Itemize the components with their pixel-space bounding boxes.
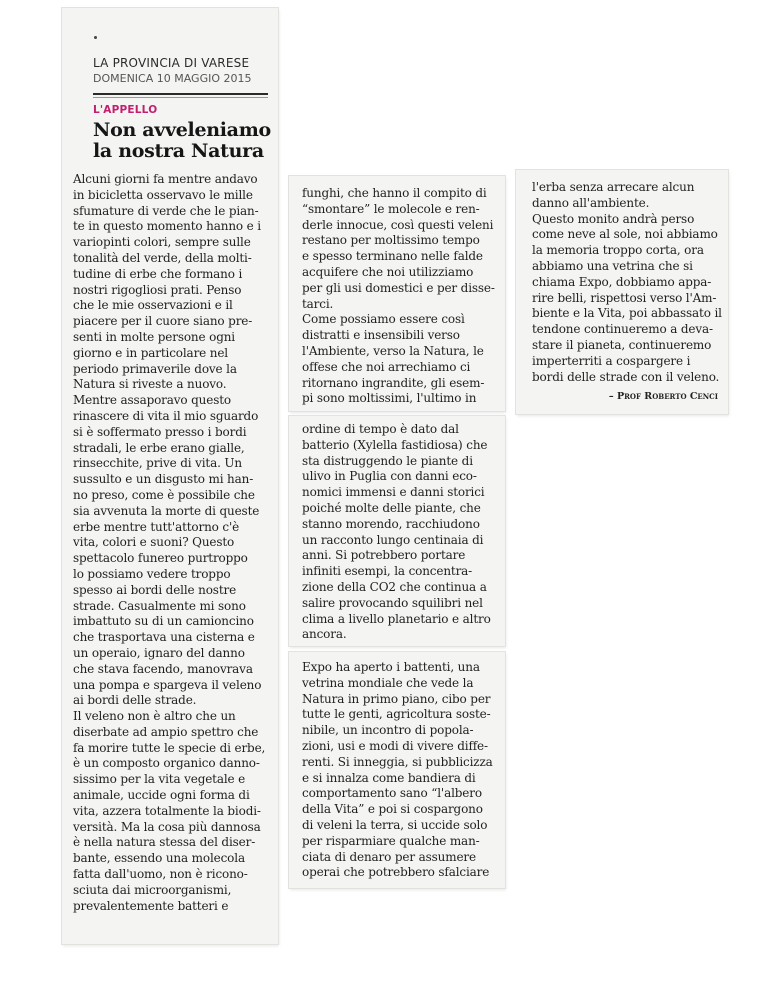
text-line: “smontare” le molecole e ren-: [302, 201, 480, 216]
text-line: l'erba senza arrecare alcun: [532, 180, 695, 194]
text-line: di veleni la terra, si uccide solo: [302, 817, 488, 832]
text-line: stare il pianeta, continueremo: [532, 337, 712, 352]
text-line: stanno morendo, racchiudono: [302, 516, 480, 531]
text-line: comportamento sano “l'albero: [302, 786, 482, 801]
text-line: sciuta dai microorganismi,: [73, 882, 232, 897]
text-line: Questo monito andrà perso: [532, 211, 695, 226]
text-line: l'Ambiente, verso la Natura, le: [302, 343, 484, 358]
text-line: imperterriti a cospargere i: [532, 353, 691, 368]
text-line: è un composto organico danno-: [73, 756, 260, 771]
body-column-3: [532, 180, 722, 385]
text-line: stradali, le erbe erano gialle,: [73, 440, 245, 455]
text-line: clima a livello planetario e altro: [302, 611, 491, 626]
text-line: e spesso terminano nelle falde: [302, 249, 483, 264]
text-line: renti. Si inneggia, si pubblicizza: [302, 754, 493, 769]
text-line: rinsecchite, prive di vita. Un: [73, 456, 242, 471]
text-line: la memoria troppo corta, ora: [532, 243, 704, 258]
text-line: vita, azzera totalmente la biodi-: [73, 803, 261, 818]
headline-line: Non avveleniamo: [93, 119, 271, 141]
text-line: si è soffermato presso i bordi: [73, 424, 247, 439]
text-line: zioni, usi e modi di vivere diffe-: [302, 738, 488, 753]
text-line: te in questo momento hanno e i: [73, 219, 261, 234]
text-line: animale, uccide ogni forma di: [73, 788, 250, 803]
text-line: Mentre assaporavo questo: [73, 393, 231, 408]
text-line: no preso, come è possibile che: [73, 487, 255, 502]
text-line: un operaio, ignaro del danno: [73, 645, 245, 660]
text-line: giorno e in particolare nel: [73, 345, 228, 360]
masthead-rule-thin: [93, 97, 268, 98]
article-clipping-4: [289, 652, 505, 888]
text-line: tendone continueremo a deva-: [532, 322, 713, 337]
text-line: piacere per il cuore siano pre-: [73, 314, 253, 329]
text-line: rire belli, rispettosi verso l'Am-: [532, 290, 717, 305]
text-line: Natura in primo piano, cibo per: [302, 691, 491, 706]
article-clipping-main: [62, 8, 278, 944]
text-line: spesso ai bordi delle nostre: [73, 582, 237, 597]
text-line: rinascere di vita il mio sguardo: [73, 408, 259, 423]
text-line: imbattuto su di un camioncino: [73, 614, 254, 629]
text-line: ciata di denaro per assumere: [302, 849, 476, 864]
text-line: spettacolo funereo purtroppo: [73, 551, 248, 566]
text-line: che trasportava una cisterna e: [73, 630, 255, 645]
text-line: nomici immensi e danni storici: [302, 485, 485, 500]
text-line: Alcuni giorni fa mentre andavo: [73, 172, 258, 186]
text-line: Expo ha aperto i battenti, una: [302, 660, 480, 674]
text-line: bante, essendo una molecola: [73, 851, 245, 866]
text-line: della Vita” e poi si cospargono: [302, 802, 483, 817]
text-line: strade. Casualmente mi sono: [73, 598, 246, 613]
text-line: fatta dall'uomo, non è ricono-: [73, 867, 248, 882]
text-line: ancora.: [302, 627, 347, 642]
body-column-2-part-3: [302, 660, 495, 881]
text-line: variopinti colori, sempre sulle: [73, 235, 251, 250]
text-line: sta distruggendo le piante di: [302, 453, 473, 468]
text-line: pi sono moltissimi, l'ultimo in: [302, 391, 477, 406]
text-line: vetrina mondiale che vede la: [302, 675, 474, 690]
text-line: abbiamo una vetrina che si: [532, 258, 693, 273]
text-line: Il veleno non è altro che un: [73, 709, 236, 724]
text-line: distratti e insensibili verso: [302, 328, 460, 343]
article-clipping-5: [516, 170, 728, 414]
body-column-2-part-1: [302, 186, 495, 407]
text-line: tonalità del verde, della molti-: [73, 250, 252, 265]
article-clipping-2: [289, 176, 505, 411]
text-line: ulivo in Puglia con danni eco-: [302, 469, 477, 484]
text-line: per risparmiare qualche man-: [302, 833, 480, 848]
text-line: periodo primaverile dove la: [73, 361, 237, 376]
text-line: vita, colori e suoni? Questo: [73, 535, 235, 550]
speck: [94, 36, 97, 39]
text-line: batterio (Xylella fastidiosa) che: [302, 437, 488, 452]
text-line: infiniti esempi, la concentra-: [302, 564, 473, 579]
text-line: anni. Si potrebbero portare: [302, 548, 466, 563]
text-line: è nella natura stessa del diser-: [73, 835, 256, 850]
text-line: chiama Expo, dobbiamo appa-: [532, 274, 712, 289]
author-signature: – Prof Roberto Cenci: [608, 391, 718, 403]
text-line: poiché molte delle piante, che: [302, 500, 481, 515]
text-line: un racconto lungo centinaia di: [302, 532, 484, 547]
text-line: bordi delle strade con il veleno.: [532, 369, 720, 384]
text-line: che stava facendo, manovrava: [73, 661, 253, 676]
text-line: danno all'ambiente.: [532, 195, 650, 210]
text-line: sfumature di verde che le pian-: [73, 203, 259, 218]
text-line: prevalentemente batteri e: [73, 898, 229, 913]
text-line: fa morire tutte le specie di erbe,: [73, 740, 266, 755]
text-line: tutte le genti, agricoltura soste-: [302, 707, 491, 722]
text-line: biente e la Vita, poi abbassato il: [532, 306, 722, 321]
text-line: derle innocue, così questi veleni: [302, 217, 494, 232]
text-line: nibile, un incontro di popola-: [302, 723, 474, 738]
text-line: senti in molte persone ogni: [73, 329, 235, 344]
text-line: che le mie osservazioni e il: [73, 298, 233, 313]
text-line: restano per moltissimo tempo: [302, 233, 480, 248]
text-line: per gli usi domestici e per disse-: [302, 280, 495, 295]
text-line: nostri rigogliosi prati. Penso: [73, 282, 242, 297]
text-line: ritornano ingrandite, gli esem-: [302, 375, 485, 390]
text-line: tarci.: [302, 296, 334, 311]
text-line: offese che noi arrechiamo ci: [302, 359, 471, 374]
body-column-1: [73, 172, 268, 914]
text-line: come neve al sole, noi abbiamo: [532, 227, 718, 242]
newspaper-name: LA PROVINCIA DI VARESE: [93, 56, 250, 70]
text-line: acquifere che noi utilizziamo: [302, 264, 474, 279]
text-line: ai bordi delle strade.: [73, 693, 197, 708]
text-line: sussulto e un disgusto mi han-: [73, 472, 254, 487]
text-line: operai che potrebbero sfalciare: [302, 865, 490, 880]
text-line: Come possiamo essere così: [302, 312, 465, 327]
text-line: sia avvenuta la morte di queste: [73, 503, 260, 518]
text-line: erbe mentre tutt'attorno c'è: [73, 519, 240, 534]
text-line: sissimo per la vita vegetale e: [73, 772, 246, 787]
text-line: lo possiamo vedere troppo: [73, 566, 231, 581]
text-line: in bicicletta osservavo le mille: [73, 187, 253, 202]
text-line: tudine di erbe che formano i: [73, 266, 243, 281]
text-line: ordine di tempo è dato dal: [302, 422, 459, 436]
text-line: zione della CO2 che continua a: [302, 579, 487, 594]
article-headline: [93, 119, 271, 162]
text-line: e si innalza come bandiera di: [302, 770, 476, 785]
text-line: versità. Ma la cosa più dannosa: [73, 819, 261, 834]
text-line: una pompa e spargeva il veleno: [73, 677, 262, 692]
publication-date: DOMENICA 10 MAGGIO 2015: [93, 72, 252, 85]
section-kicker: L'APPELLO: [93, 104, 158, 116]
body-column-2-part-2: [302, 422, 495, 643]
text-line: salire provocando squilibri nel: [302, 595, 483, 610]
masthead-rule: [93, 93, 268, 95]
text-line: Natura si riveste a nuovo.: [73, 377, 227, 392]
article-clipping-3: [289, 416, 505, 646]
text-line: funghi, che hanno il compito di: [302, 186, 487, 200]
text-line: diserbate ad ampio spettro che: [73, 724, 259, 739]
headline-line: la nostra Natura: [93, 140, 264, 162]
